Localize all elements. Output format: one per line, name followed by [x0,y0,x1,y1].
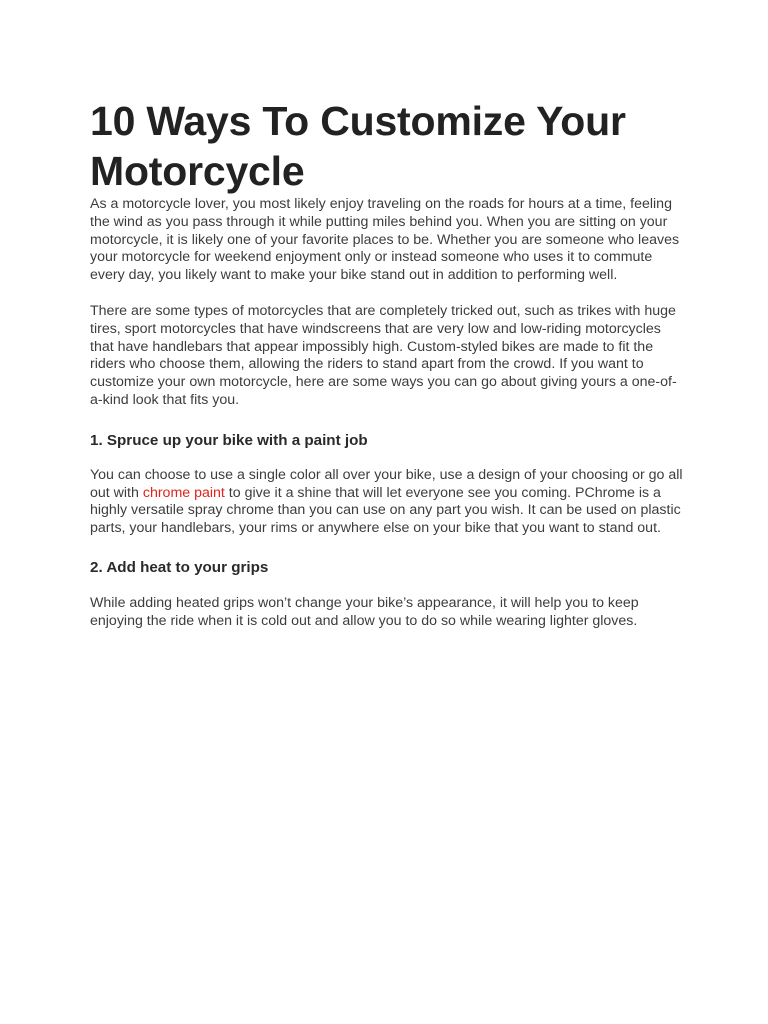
chrome-paint-link[interactable]: chrome paint [142,484,225,501]
section-heading-heated-grips: 2. Add heat to your grips [90,558,269,576]
article-title: 10 Ways To Customize Your Motorcycle [90,98,626,194]
article [90,96,684,631]
heated-grips-paragraph: While adding heated grips won’t change your bike’s appearance, it will help you to keep enjoying the ride when it is cold out and allow you to do so while wearing lighter gloves. [90,594,639,629]
intro-paragraph: As a motorcycle lover, you most likely enjoy traveling on the roads for hours at a time, feeling the wind as you pass through it while putting miles behind you. When you are sitting on your motorcycle, it is likely one of your favorite places to be. Whether you are someone who leaves your motorcycle for weekend enjoyment only or instead someone who uses it to commute every day, you likely want to make your bike stand out in addition to performing well. [90,196,680,284]
paint-job-text-before-link: You can choose to use a single color all over your bike, use a design of your choosing or go all out with [90,466,683,501]
section-heading-paint-job: 1. Spruce up your bike with a paint job [90,431,368,449]
paint-job-paragraph [90,467,684,538]
paint-job-text-after-link: to give it a shine that will let everyone see you coming. PChrome is a highly versatile spray chrome than you can use on any part you wish. It can be used on plastic parts, your handlebars, your rims or anywhere else on your bike that you want to stand out. [90,484,681,537]
second-paragraph: There are some types of motorcycles that are completely tricked out, such as trikes with huge tires, sport motorcycles that have windscreens that are very low and low-riding motorcycles that have handlebars that appear impossibly high. Custom-styled bikes are made to fit the riders who choose them, allowing the riders to stand apart from the crowd. If you want to customize your own motorcycle, here are some ways you can go about giving yours a one-of-a-kind look that fits you. [90,302,677,408]
